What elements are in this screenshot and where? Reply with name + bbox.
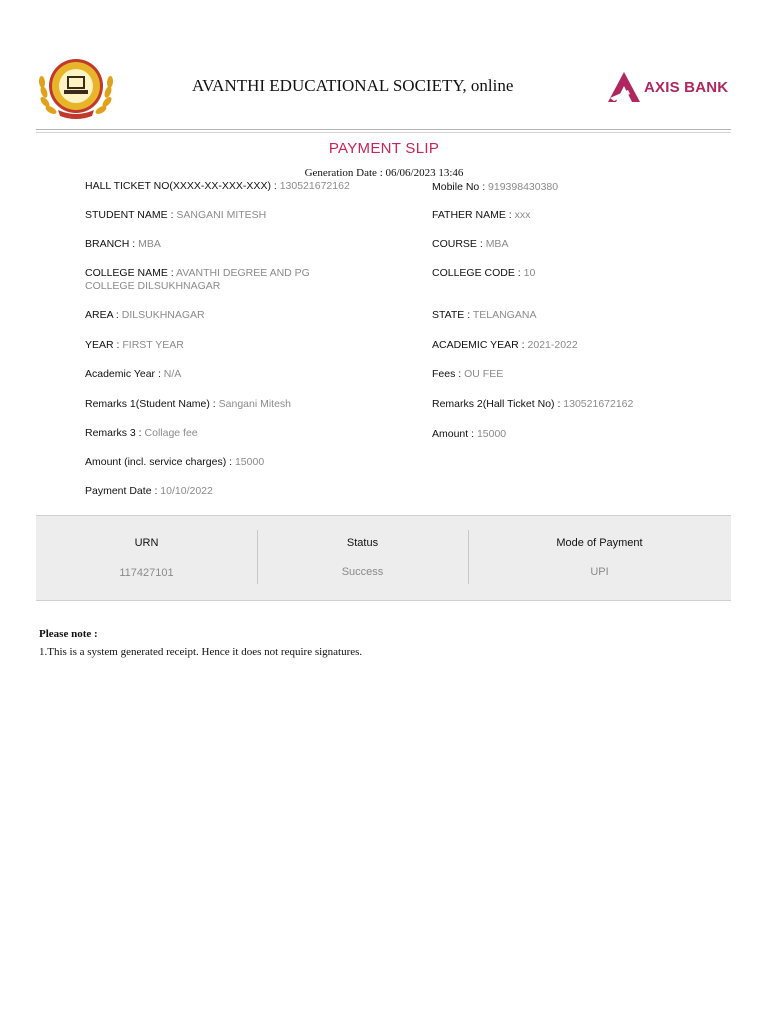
- field-student-name: [85, 209, 345, 222]
- axis-bank-icon: [606, 70, 642, 104]
- field-label: ACADEMIC YEAR :: [432, 339, 528, 351]
- header-divider-secondary: [36, 132, 731, 133]
- field-value: SANGANI MITESH: [176, 209, 267, 221]
- summary-mode-label: Mode of Payment: [556, 537, 643, 549]
- field-label: BRANCH :: [85, 238, 139, 250]
- field-label: Remarks 3 :: [85, 427, 145, 439]
- field-course: [432, 238, 732, 251]
- field-college-name: [85, 267, 340, 293]
- field-label: Amount :: [432, 428, 477, 440]
- field-label: Academic Year :: [85, 368, 164, 380]
- generation-date: Generation Date : 06/06/2023 13:46: [304, 167, 464, 179]
- field-label: Payment Date :: [85, 485, 161, 497]
- payment-slip-title: PAYMENT SLIP: [328, 140, 440, 157]
- organization-title: AVANTHI EDUCATIONAL SOCIETY, online: [192, 76, 514, 95]
- field-value: 130521672162: [563, 398, 634, 410]
- header-divider: [36, 129, 731, 130]
- field-college-code: [432, 267, 732, 280]
- note-title: Please note :: [39, 628, 98, 640]
- field-label: AREA :: [85, 309, 122, 321]
- field-value: AVANTHI DEGREE AND PG COLLEGE DILSUKHNAGAR: [85, 267, 310, 292]
- field-label: Amount (incl. service charges) :: [85, 456, 235, 468]
- field-father-name: [432, 209, 732, 222]
- field-value: DILSUKHNAGAR: [121, 309, 205, 321]
- field-value: Collage fee: [144, 427, 198, 439]
- summary-urn-value: 117427101: [119, 567, 174, 579]
- field-value: FIRST YEAR: [122, 339, 184, 351]
- axis-bank-logo: [606, 70, 728, 104]
- field-value: 10: [523, 267, 536, 279]
- field-value: N/A: [163, 368, 182, 380]
- field-branch: [85, 238, 345, 251]
- note-line: 1.This is a system generated receipt. Hence it does not require signatures.: [39, 646, 363, 658]
- field-label: COLLEGE CODE :: [432, 267, 524, 279]
- field-value: 130521672162: [279, 180, 350, 192]
- summary-mode-value: UPI: [590, 566, 609, 578]
- bank-name: AXIS BANK: [644, 78, 729, 96]
- field-academic-year-upper: [432, 339, 732, 352]
- summary-urn-label: URN: [134, 537, 159, 549]
- society-seal-logo: [36, 52, 116, 124]
- payment-summary-box: [36, 515, 731, 601]
- field-fees: [432, 368, 732, 381]
- field-value: TELANGANA: [472, 309, 537, 321]
- field-academic-year: [85, 368, 345, 381]
- field-amount-incl-charges: [85, 456, 385, 469]
- summary-mode: [468, 516, 731, 600]
- field-label: YEAR :: [85, 339, 123, 351]
- field-value: MBA: [138, 238, 161, 250]
- field-value: Sangani Mitesh: [218, 398, 292, 410]
- field-label: FATHER NAME :: [432, 209, 515, 221]
- field-value: 2021-2022: [527, 339, 578, 351]
- summary-status-label: Status: [346, 537, 379, 549]
- field-value: 15000: [234, 456, 265, 468]
- field-label: Remarks 2(Hall Ticket No) :: [432, 398, 564, 410]
- field-value: 15000: [476, 428, 507, 440]
- field-label: Mobile No :: [432, 181, 489, 193]
- summary-status-value: Success: [341, 566, 384, 578]
- summary-status: [257, 516, 468, 600]
- field-value: 919398430380: [488, 181, 559, 193]
- field-remarks-3: [85, 427, 345, 440]
- field-remarks-1: [85, 398, 345, 411]
- field-remarks-2: [432, 398, 732, 411]
- summary-urn: [36, 516, 257, 600]
- field-value: MBA: [485, 238, 509, 250]
- field-amount: [432, 428, 732, 441]
- field-value: 10/10/2022: [160, 485, 213, 497]
- field-label: HALL TICKET NO(XXXX-XX-XXX-XXX) :: [85, 180, 280, 192]
- field-hall-ticket: [85, 180, 385, 193]
- field-mobile: [432, 181, 732, 194]
- field-area: [85, 309, 345, 322]
- field-year: [85, 339, 345, 352]
- field-label: STATE :: [432, 309, 473, 321]
- field-payment-date: [85, 485, 345, 498]
- field-value: OU FEE: [464, 368, 504, 380]
- field-label: COLLEGE NAME :: [85, 267, 177, 279]
- field-state: [432, 309, 732, 322]
- field-label: Fees :: [432, 368, 465, 380]
- field-value: xxx: [514, 209, 531, 221]
- field-label: STUDENT NAME :: [85, 209, 177, 221]
- field-label: Remarks 1(Student Name) :: [85, 398, 219, 410]
- field-label: COURSE :: [432, 238, 486, 250]
